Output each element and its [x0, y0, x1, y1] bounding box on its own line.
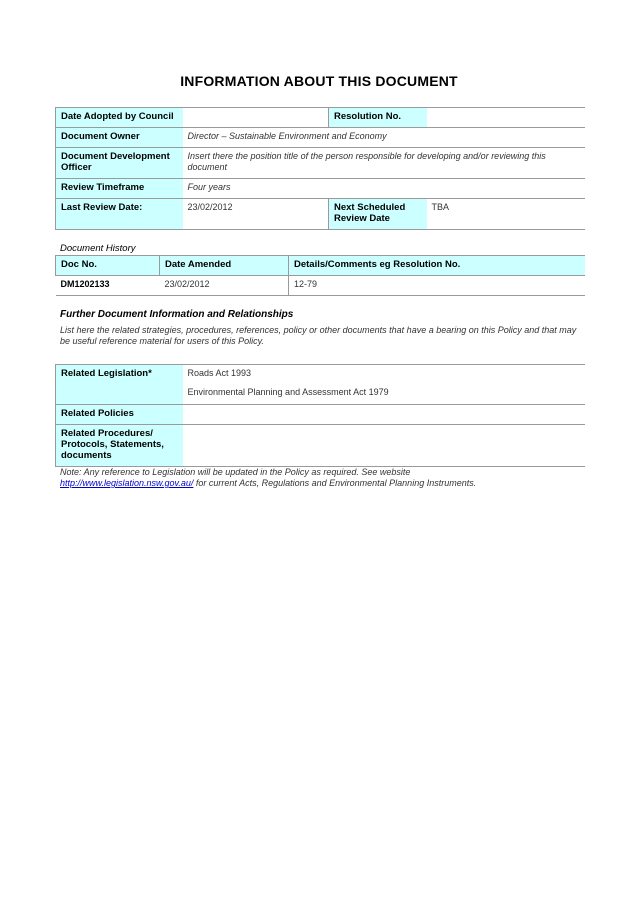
history-header-details: Details/Comments eg Resolution No.	[289, 256, 585, 276]
last-review-value: 23/02/2012	[183, 199, 329, 230]
history-date: 23/02/2012	[160, 276, 289, 296]
document-history-table	[55, 255, 585, 296]
next-review-value: TBA	[427, 199, 585, 230]
development-officer-value: Insert there the position title of the person responsible for developing and/or reviewing this document	[183, 148, 585, 179]
document-owner-label: Document Owner	[56, 128, 183, 148]
last-review-label: Last Review Date:	[56, 199, 183, 230]
related-procedures-label: Related Procedures/ Protocols, Statements, documents	[56, 425, 183, 467]
legislation-link[interactable]: http://www.legislation.nsw.gov.au/	[60, 478, 194, 488]
date-adopted-label: Date Adopted by Council	[56, 108, 183, 128]
legislation-item: Environmental Planning and Assessment Act 1979	[187, 387, 389, 397]
history-doc-no: DM1202133	[56, 276, 160, 296]
note-text-after: for current Acts, Regulations and Environmental Planning Instruments.	[193, 478, 477, 488]
related-legislation-value	[183, 365, 585, 405]
legislation-item: Roads Act 1993	[187, 368, 252, 378]
resolution-label: Resolution No.	[329, 108, 427, 128]
development-officer-label: Document Development Officer	[56, 148, 183, 179]
resolution-value	[427, 108, 585, 128]
related-policies-value	[183, 405, 585, 425]
document-info-table	[55, 107, 585, 230]
history-header-date: Date Amended	[160, 256, 289, 276]
history-header-doc-no: Doc No.	[56, 256, 160, 276]
legislation-note	[60, 467, 580, 489]
review-timeframe-value: Four years	[183, 179, 585, 199]
note-text: Note: Any reference to Legislation will be updated in the Policy as required. See website	[60, 467, 411, 477]
page-title: INFORMATION ABOUT THIS DOCUMENT	[180, 73, 458, 89]
history-caption: Document History	[60, 243, 136, 254]
document-owner-value: Director – Sustainable Environment and Economy	[183, 128, 585, 148]
table-row	[56, 276, 585, 296]
related-procedures-value	[183, 425, 585, 467]
related-legislation-label: Related Legislation*	[56, 365, 183, 405]
further-info-heading: Further Document Information and Relationships	[60, 309, 294, 320]
related-policies-label: Related Policies	[56, 405, 183, 425]
history-details: 12-79	[289, 276, 585, 296]
next-review-label: Next Scheduled Review Date	[329, 199, 427, 230]
review-timeframe-label: Review Timeframe	[56, 179, 183, 199]
related-documents-table	[55, 364, 585, 467]
date-adopted-value	[183, 108, 329, 128]
further-info-paragraph: List here the related strategies, procedures, references, policy or other documents that have a bearing on this Policy and that may be useful reference material for users of this Policy.	[60, 325, 577, 346]
